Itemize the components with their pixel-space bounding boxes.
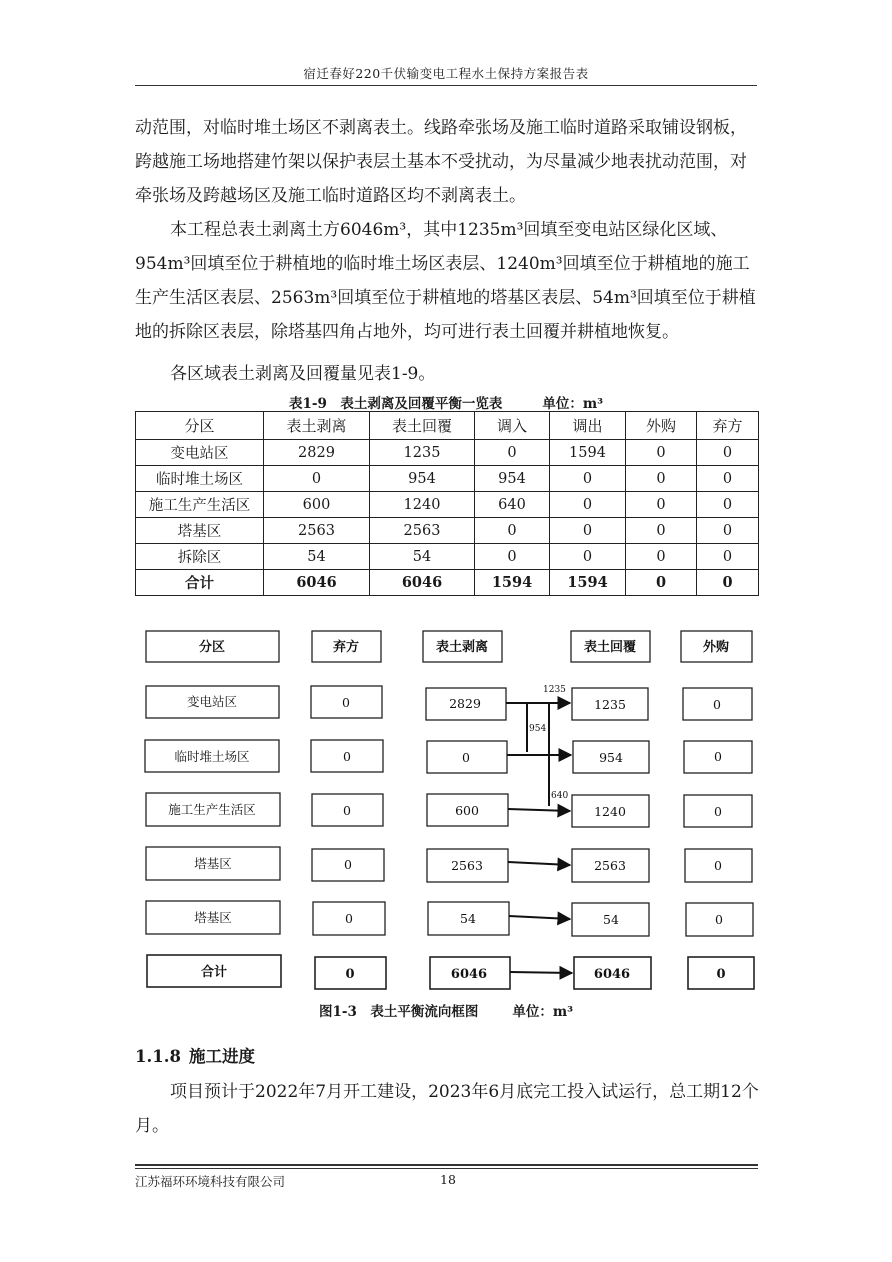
section-heading [135,1043,255,1067]
col-header-out: 调出 [550,412,626,440]
flow-label: 954 [529,724,547,734]
col-header-zone: 分区 [136,412,264,440]
flow-label: 1235 [543,685,566,695]
table-cell: 640 [475,492,550,518]
diagram-cover-value: 1240 [594,804,626,819]
table-cell: 0 [626,518,697,544]
table-cell: 1594 [550,570,626,596]
table-cell: 0 [697,570,759,596]
diagram-header-strip: 表土剥离 [435,640,489,655]
table-cell: 0 [626,440,697,466]
schedule-paragraph: 项目预计于2022年7月开工建设，2023年6月底完工投入试运行，总工期12个月。 [135,1082,759,1136]
diagram-total-purchase-value: 0 [716,967,726,982]
table-cell: 拆除区 [136,544,264,570]
diagram-cover-value: 2563 [594,858,626,873]
table-cell: 0 [697,440,759,466]
table-cell: 1594 [475,570,550,596]
table-caption-unit: 单位：m³ [542,396,604,412]
table-cell: 0 [697,466,759,492]
table-cell: 施工生产生活区 [136,492,264,518]
table-cell: 1235 [370,440,475,466]
table-cell: 0 [550,544,626,570]
diagram-strip-value: 2829 [449,696,481,711]
diagram-strip-value: 2563 [451,858,483,873]
table-cell: 600 [264,492,370,518]
diagram-total-zone-label: 合计 [200,965,228,980]
footer-divider-thin [135,1168,758,1169]
table-cell: 0 [697,518,759,544]
diagram-zone-label: 临时堆土场区 [174,749,250,764]
table-cell: 0 [697,544,759,570]
table-cell: 0 [550,466,626,492]
flow-arrow [510,972,572,973]
diagram-zone-label: 塔基区 [194,856,232,871]
table-cell: 0 [264,466,370,492]
flow-label: 640 [551,791,569,801]
table-cell: 0 [475,544,550,570]
table-cell: 6046 [264,570,370,596]
table-cell: 1240 [370,492,475,518]
diagram-strip-value: 0 [462,750,470,765]
table-cell: 954 [475,466,550,492]
table-cell: 0 [550,518,626,544]
table-cell: 0 [475,440,550,466]
flow-arrow [508,862,570,865]
table-cell: 0 [626,466,697,492]
diagram-zone-label: 塔基区 [194,910,232,925]
col-header-strip: 表土剥离 [264,412,370,440]
diagram-cover-value: 1235 [594,697,626,712]
col-header-purchase: 外购 [626,412,697,440]
diagram-purchase-value: 0 [715,912,723,927]
table-cell: 临时堆土场区 [136,466,264,492]
diagram-spoil-value: 0 [342,695,350,710]
flow-arrow [508,809,570,811]
figure-caption-unit: 单位：m³ [512,1004,574,1020]
table-cell: 塔基区 [136,518,264,544]
section-number: 1.1.8 [135,1047,181,1066]
diagram-purchase-value: 0 [714,858,722,873]
diagram-zone-label: 施工生产生活区 [168,802,256,817]
diagram-purchase-value: 0 [713,697,721,712]
diagram-cover-value: 54 [603,912,619,927]
col-header-cover: 表土回覆 [370,412,475,440]
table-cell: 954 [370,466,475,492]
table-cell: 0 [626,570,697,596]
diagram-spoil-value: 0 [343,749,351,764]
col-header-spoil: 弃方 [697,412,759,440]
figure-caption-title: 图1-3 表土平衡流向框图 [318,1004,479,1020]
diagram-purchase-value: 0 [714,749,722,764]
table-cell: 合计 [136,570,264,596]
diagram-purchase-value: 0 [714,804,722,819]
page-number: 18 [440,1172,456,1187]
diagram-strip-value: 600 [455,803,479,818]
table-cell: 54 [264,544,370,570]
body-paragraph-3: 各区域表土剥离及回覆量见表1-9。 [170,364,436,384]
table-cell: 2563 [370,518,475,544]
table-cell: 2829 [264,440,370,466]
diagram-spoil-value: 0 [343,803,351,818]
table-cell: 0 [626,544,697,570]
table-cell: 2563 [264,518,370,544]
diagram-header-spoil: 弃方 [332,640,360,655]
figure-caption [135,1000,757,1020]
table-cell: 0 [550,492,626,518]
table-cell: 变电站区 [136,440,264,466]
diagram-zone-label: 变电站区 [186,694,238,709]
table-cell: 0 [475,518,550,544]
table-cell: 0 [697,492,759,518]
diagram-header-cover: 表土回覆 [583,640,637,655]
table-cell: 0 [626,492,697,518]
page-header: 宿迁春好220千伏输变电工程水土保持方案报告表 [303,66,589,81]
diagram-spoil-value: 0 [344,857,352,872]
section-title: 施工进度 [188,1047,255,1066]
diagram-total-strip-value: 6046 [450,967,488,982]
diagram-spoil-value: 0 [345,911,353,926]
table-cell: 54 [370,544,475,570]
table-caption-title: 表1-9 表土剥离及回覆平衡一览表 [288,396,503,412]
body-paragraph-2: 本工程总表土剥离土方6046m³，其中1235m³回填至变电站区绿化区域、954m³回填至位于耕植地的临时堆土场区表层、1240m³回填至位于耕植地的施工生产生活区表层、2563m³回填至位于耕植地的塔基区表层、54m³回填至位于耕植地的拆除区表层，除塔基四角占地外，均可进行表土回覆并耕植地恢复。 [135,220,756,342]
diagram-total-cover-value: 6046 [593,967,631,982]
col-header-in: 调入 [475,412,550,440]
table-cell: 6046 [370,570,475,596]
diagram-header-zone: 分区 [198,640,226,655]
diagram-strip-value: 54 [460,911,476,926]
flow-arrow [509,916,570,919]
diagram-cover-value: 954 [599,750,623,765]
diagram-total-spoil-value: 0 [345,967,355,982]
footer-divider [135,1164,758,1166]
footer-company: 江苏福环环境科技有限公司 [135,1174,286,1189]
table-cell: 1594 [550,440,626,466]
body-paragraph-1: 动范围，对临时堆土场区不剥离表土。线路牵张场及施工临时道路采取铺设钢板，跨越施工场地搭建竹架以保护表层土基本不受扰动，为尽量减少地表扰动范围，对牵张场及跨越场区及施工临时道路区均不剥离表土。 [135,118,747,206]
diagram-header-purchase: 外购 [702,640,730,655]
